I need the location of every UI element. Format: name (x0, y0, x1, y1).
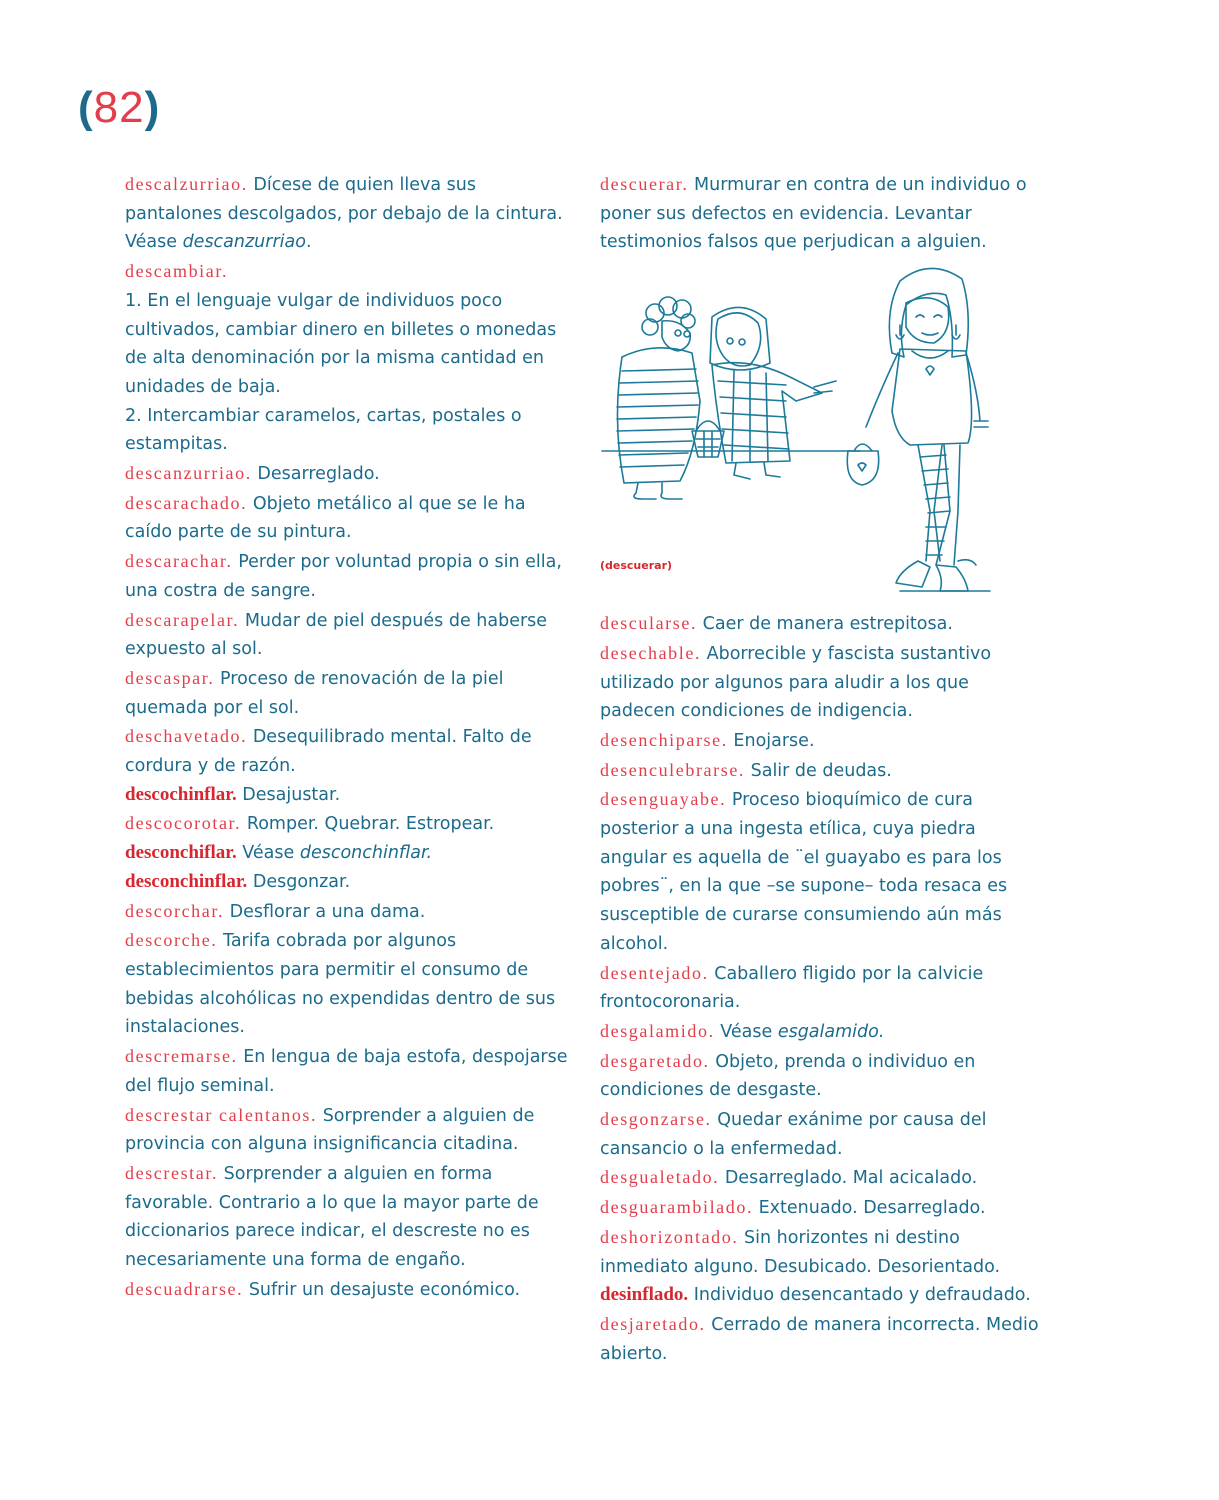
dictionary-entry (600, 1017, 1048, 1047)
dictionary-entry (600, 756, 1048, 786)
dictionary-entry (600, 959, 1048, 1017)
entry-term: descarachado. (125, 492, 248, 513)
entry-term: descarachar. (125, 551, 233, 572)
entry-term: descarapelar. (125, 609, 240, 630)
entry-cross-reference: esgalamido. (777, 1021, 885, 1042)
entry-definition-tail: . (305, 232, 312, 253)
entry-term: descaspar. (125, 667, 215, 688)
entry-cross-reference: desconchinflar. (299, 843, 433, 864)
entry-definition: Murmurar en contra de un individuo o poner sus defectos en evidencia. Levantar testimonios falsos que perjudican a alguien. (600, 175, 1027, 253)
page-number-open-bracket: ( (78, 83, 94, 132)
gossip-women-drawing (600, 261, 1040, 601)
dictionary-entry (600, 1105, 1048, 1163)
page-number (78, 82, 160, 134)
entry-definition: Desgonzar. (247, 871, 351, 892)
entry-definition: Aborrecible y fascista sustantivo utilizado por algunos para aludir a los que padecen condiciones de indigencia. (600, 643, 992, 722)
dictionary-entry (125, 287, 573, 402)
entry-definition: Desajustar. (236, 784, 341, 805)
entry-term: descremarse. (125, 1046, 238, 1067)
right-column-bottom-entries (600, 609, 1048, 1368)
entry-term: descambiar. (125, 261, 229, 282)
entry-definition: Proceso bioquímico de cura posterior a una ingesta etílica, cuya piedra angular es aquella de ¨el guayabo es para los pobres¨, en la que –se supone– toda resaca es susceptible de curarse consumiendo aún más alcohol. (600, 790, 1008, 954)
dictionary-entry (125, 1042, 573, 1100)
entry-term: descalzurriao. (125, 174, 248, 194)
entry-term: desgalamido. (600, 1020, 715, 1041)
entry-definition: Desflorar a una dama. (224, 901, 426, 922)
entry-definition: Caer de manera estrepitosa. (697, 614, 953, 635)
entry-term: descrestar. (125, 1162, 219, 1183)
entry-definition: Perder por voluntad propia o sin ella, una costra de sangre. (125, 552, 562, 601)
dictionary-entry (600, 1310, 1048, 1368)
entry-definition: Enojarse. (727, 730, 815, 751)
entry-term-bold: descochinflar. (125, 783, 237, 805)
entry-definition: En lengua de baja estofa, despojarse del flujo seminal. (125, 1047, 568, 1096)
entry-term: descorche. (125, 930, 218, 951)
dictionary-entry (600, 1223, 1048, 1281)
dictionary-entry (125, 170, 573, 257)
entry-definition: Sufrir un desajuste económico. (243, 1279, 521, 1300)
dictionary-entry (600, 785, 1048, 958)
dictionary-entry (600, 170, 1048, 257)
entry-definition: Dícese de quien lleva sus pantalones descolgados, por debajo de la cintura. Véase (125, 175, 563, 253)
dictionary-entry (125, 664, 573, 722)
entry-term: desgonzarse. (600, 1109, 712, 1130)
dictionary-entry (600, 726, 1048, 756)
illustration-caption: (descuerar) (600, 559, 673, 573)
entry-definition: Individuo desencantado y defraudado. (688, 1285, 1031, 1306)
dictionary-entry (125, 459, 573, 489)
entry-definition: Extenuado. Desarreglado. (753, 1198, 986, 1219)
entry-definition: Romper. Quebrar. Estropear. (241, 814, 495, 835)
page-number-close-bracket: ) (144, 83, 161, 132)
dictionary-entry (600, 1047, 1048, 1105)
dictionary-entry (600, 1281, 1048, 1310)
entry-definition: Proceso de renovación de la piel quemada por el sol. (125, 668, 504, 718)
entry-definition: Sorprender a alguien en forma favorable. Contrario a lo que la mayor parte de diccionarios parece indicar, el descreste no es necesariamente una forma de engaño. (125, 1163, 539, 1271)
entry-term-bold: desinflado. (600, 1284, 689, 1306)
right-column-top-entries (600, 170, 1048, 257)
entry-term: descularse. (600, 613, 698, 634)
dictionary-entry (600, 1193, 1048, 1223)
dictionary-entry (600, 609, 1048, 639)
entry-cross-reference: descanzurriao (182, 232, 306, 253)
entry-definition: 2. Intercambiar caramelos, cartas, postales o estampitas. (125, 405, 522, 455)
entry-definition: Desequilibrado mental. Falto de cordura y de razón. (125, 727, 532, 777)
dictionary-entry (125, 926, 573, 1042)
entry-term: desenguayabe. (600, 789, 727, 810)
dictionary-entry (125, 1275, 573, 1305)
dictionary-entry (125, 897, 573, 927)
entry-term: desenchiparse. (600, 729, 728, 750)
dictionary-entry (125, 489, 573, 547)
dictionary-entry (125, 839, 573, 868)
entry-term: descuerar. (600, 174, 689, 194)
entry-definition: Caballero fligido por la calvicie frontocoronaria. (600, 963, 984, 1013)
entry-definition: Objeto metálico al que se le ha caído parte de su pintura. (125, 493, 526, 543)
dictionary-entry (125, 606, 573, 664)
dictionary-entry (125, 547, 573, 605)
entry-term: descuadrarse. (125, 1278, 244, 1299)
entry-term: deshorizontado. (600, 1226, 739, 1247)
entry-term: deschavetado. (125, 726, 248, 747)
right-column (600, 170, 1048, 1368)
page-number-value: 82 (93, 83, 145, 132)
entry-term: desenculebrarse. (600, 759, 746, 780)
entry-term-bold: desconchinflar. (125, 870, 248, 892)
dictionary-entry (125, 1101, 573, 1159)
entry-term: desguarambilado. (600, 1197, 754, 1218)
dictionary-entry (125, 257, 573, 287)
entry-term: descrestar calentanos. (125, 1104, 318, 1125)
dictionary-entry (125, 722, 573, 780)
entry-term: desechable. (600, 642, 702, 663)
entry-term: descocorotar. (125, 813, 242, 834)
dictionary-entry (125, 809, 573, 839)
entry-definition: Quedar exánime por causa del cansancio o la enfermedad. (600, 1110, 987, 1159)
entry-definition: Salir de deudas. (745, 760, 892, 781)
entry-term: desgualetado. (600, 1167, 720, 1188)
dictionary-entry (125, 402, 573, 459)
entry-definition: 1. En el lenguaje vulgar de individuos poco cultivados, cambiar dinero en billetes o monedas de alta denominación por la misma cantidad en unidades de baja. (125, 290, 557, 397)
entry-definition: Sin horizontes ni destino inmediato alguno. Desubicado. Desorientado. (600, 1227, 1001, 1277)
illustration-descuerar (600, 261, 1040, 601)
entry-definition: Desarreglado. Mal acicalado. (719, 1168, 978, 1189)
entry-term: descorchar. (125, 900, 225, 921)
entry-term: desgaretado. (600, 1050, 710, 1071)
entry-definition: Véase (236, 843, 300, 864)
entry-definition: Sorprender a alguien de provincia con alguna insignificancia citadina. (125, 1105, 535, 1155)
entry-definition: Mudar de piel después de haberse expuesto al sol. (125, 610, 548, 660)
dictionary-entry (125, 868, 573, 897)
dictionary-entry (125, 1159, 573, 1275)
entry-definition: Desarreglado. (251, 464, 380, 485)
entry-term: desjaretado. (600, 1313, 706, 1334)
entry-term: descanzurriao. (125, 463, 252, 484)
dictionary-entry (125, 781, 573, 810)
entry-term-bold: desconchiflar. (125, 842, 237, 864)
entry-definition: Tarifa cobrada por algunos establecimientos para permitir el consumo de bebidas alcohólicas no expendidas dentro de sus instalaciones. (125, 931, 556, 1038)
entry-definition: Véase (714, 1021, 778, 1042)
dictionary-entry (600, 639, 1048, 726)
entry-definition: Objeto, prenda o individuo en condiciones de desgaste. (600, 1051, 976, 1101)
entry-definition: Cerrado de manera incorrecta. Medio abierto. (600, 1314, 1039, 1364)
left-column (125, 170, 573, 1304)
dictionary-entry (600, 1163, 1048, 1193)
entry-term: desentejado. (600, 962, 709, 983)
